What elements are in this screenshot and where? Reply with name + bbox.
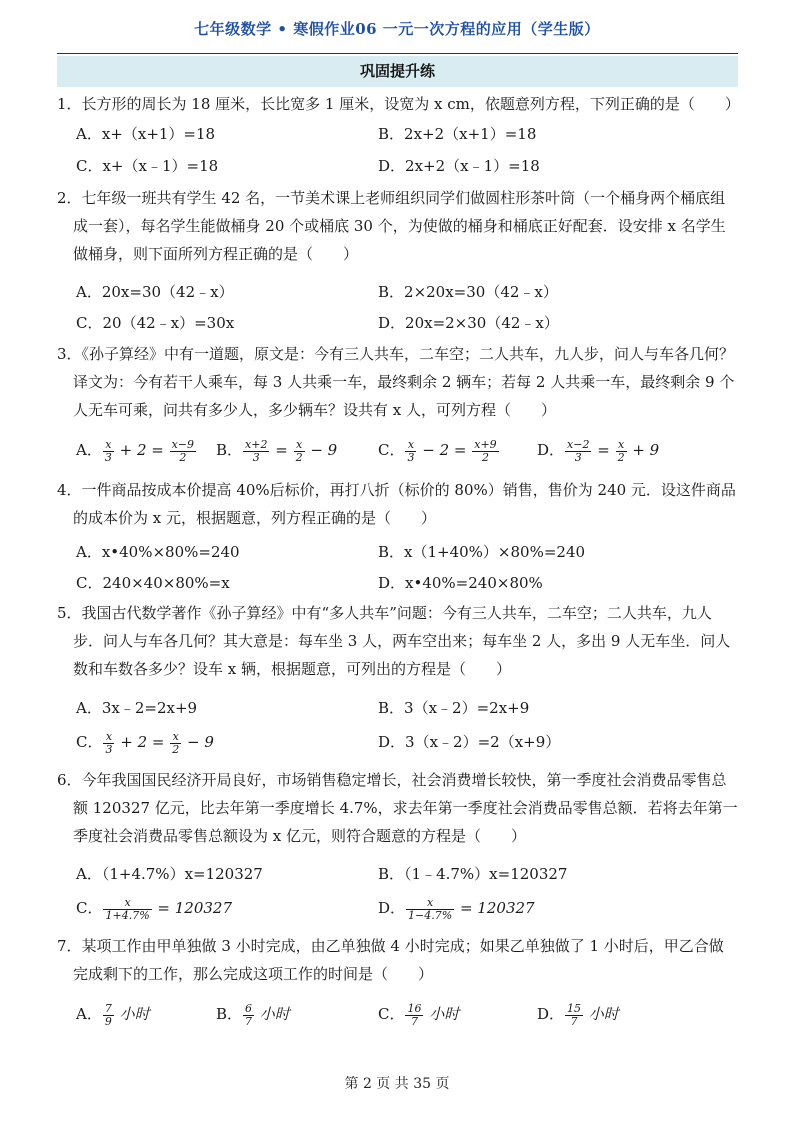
fraction-numerator: 6 <box>245 1001 253 1015</box>
fraction-numerator: x−9 <box>171 437 195 451</box>
option-d <box>378 728 560 756</box>
option-label: A． <box>76 1005 102 1023</box>
option-d <box>378 894 535 922</box>
option-expression: 3（x﹣2）=2（x+9） <box>405 733 561 751</box>
fraction-denominator: 2 <box>179 450 187 464</box>
expression-text: 小时 <box>424 1005 460 1023</box>
expression-text: − 9 <box>305 441 338 459</box>
fraction <box>565 439 591 464</box>
question-text: 7．某项工作由甲单独做 3 小时完成，由乙单独做 4 小时完成；如果乙单独做了 1 小时后，甲乙合做完成剩下的工作，那么完成这项工作的时间是（ ） <box>57 937 724 983</box>
option-expression: 3（x﹣2）=2x+9 <box>404 699 530 717</box>
fraction-numerator: x <box>294 439 305 452</box>
option-a <box>76 1000 150 1028</box>
fraction-denominator: 7 <box>410 1014 418 1028</box>
fraction-denominator: 7 <box>570 1014 578 1028</box>
option-expression: 3x﹣2=2x+9 <box>101 699 198 717</box>
fraction <box>103 439 114 464</box>
fraction-numerator: x <box>103 731 114 744</box>
document-header-title: 七年级数学 • 寒假作业06 一元一次方程的应用（学生版） <box>194 20 600 38</box>
question-text: 1．长方形的周长为 18 厘米，长比宽多 1 厘米，设宽为 x cm，依题意列方程，下列正确的是（ ） <box>57 95 740 113</box>
option-label: C． <box>76 733 103 751</box>
fraction-denominator: 7 <box>245 1014 253 1028</box>
option-c <box>378 436 500 464</box>
fraction-denominator: 2 <box>295 450 303 464</box>
header-divider <box>57 53 738 54</box>
fraction <box>170 731 181 756</box>
option-label: B． <box>216 441 243 459</box>
option-label: C． <box>378 441 405 459</box>
fraction-numerator: x <box>616 439 627 452</box>
expression-text: + 9 <box>627 441 660 459</box>
option-label: D． <box>378 733 406 751</box>
fraction-numerator: x <box>103 439 114 452</box>
page-number: 第 2 页 共 35 页 <box>344 1076 450 1092</box>
option-a: A．x•40%×80%=240 <box>76 543 240 561</box>
expression-text: − 2 = <box>417 441 472 459</box>
option-expression: （1+4.7%）x=120327 <box>101 865 263 883</box>
fraction-numerator: x <box>103 897 151 910</box>
fraction-denominator: 3 <box>407 450 415 464</box>
option-d: D．x•40%=240×80% <box>378 574 543 592</box>
fraction-numerator: x+9 <box>474 437 497 451</box>
option-c <box>378 1000 459 1028</box>
fraction <box>103 1003 114 1028</box>
fraction-denominator: 9 <box>104 1014 112 1028</box>
fraction <box>170 439 196 464</box>
option-d <box>537 1000 619 1028</box>
fraction-denominator: 3 <box>252 450 260 464</box>
option-label: B． <box>378 865 405 883</box>
fraction-numerator: x <box>405 439 416 452</box>
fraction <box>103 897 151 922</box>
fraction-denominator: 2 <box>617 450 625 464</box>
fraction-denominator: 2 <box>481 450 489 464</box>
question-text: 6．今年我国国民经济开局良好，市场销售稳定增长，社会消费增长较快，第一季度社会消费品零售总额 120327 亿元，比去年第一季度增长 4.7%，求去年第一季度社会消费品零售总额．若将去年第一季度社会消费品零售总额设为 x 亿元，则符合题意的方程是（ ） <box>57 771 738 845</box>
fraction-numerator: x <box>406 897 454 910</box>
option-a <box>76 694 197 722</box>
fraction <box>405 1003 423 1028</box>
question-1 <box>57 90 738 118</box>
option-d: D．20x=2×30（42﹣x） <box>378 314 559 332</box>
question-2 <box>57 184 738 268</box>
expression-text: + 2 = <box>114 441 169 459</box>
fraction <box>243 1003 254 1028</box>
fraction-denominator: 2 <box>172 742 180 756</box>
expression-text: = <box>592 441 615 459</box>
question-text: 2．七年级一班共有学生 42 名，一节美术课上老师组织同学们做圆柱形茶叶筒（一个桶身两个桶底组成一套），每名学生能做桶身 20 个或桶底 30 个，为使做的桶身和桶底正好配套．设安排 x 名学生做桶身，则下面所列方程正确的是（ ） <box>57 189 726 263</box>
option-c <box>76 894 232 922</box>
option-label: C． <box>378 1005 405 1023</box>
question-3 <box>57 340 738 424</box>
fraction-denominator: 3 <box>104 450 112 464</box>
fraction-numerator: x−2 <box>567 437 590 451</box>
fraction-denominator: 3 <box>574 450 582 464</box>
fraction-numerator: 15 <box>567 1001 582 1015</box>
fraction <box>616 439 627 464</box>
fraction <box>103 731 114 756</box>
question-text: 3．《孙子算经》中有一道题，原文是：今有三人共车，二车空；二人共车，九人步，问人与车各几何？译文为：今有若干人乘车，每 3 人共乘一车，最终剩余 2 辆车；若每 2 人共乘一车，最终剩余 9 个人无车可乘，问共有多少人，多少辆车？设共有 x 人，可列方程（ ） <box>57 345 735 419</box>
option-c: C．x+（x﹣1）=18 <box>76 157 219 175</box>
option-label: B． <box>216 1005 243 1023</box>
option-b: B．x（1+40%）×80%=240 <box>378 543 586 561</box>
fraction <box>565 1003 583 1028</box>
option-c: C．20（42﹣x）=30x <box>76 314 235 332</box>
expression-text: − 9 <box>182 733 214 751</box>
fraction <box>472 439 498 464</box>
expression-text: = 120327 <box>152 899 233 917</box>
expression-text: 小时 <box>255 1005 290 1023</box>
question-text: 4．一件商品按成本价提高 40%后标价，再打八折（标价的 80%）销售，售价为 240 元．设这件商品的成本价为 x 元，根据题意，列方程正确的是（ ） <box>57 481 736 527</box>
option-label: D． <box>537 441 565 459</box>
option-b: B．2x+2（x+1）=18 <box>378 125 537 143</box>
option-c: C．240×40×80%=x <box>76 574 230 592</box>
fraction <box>243 439 269 464</box>
expression-text: + 2 = <box>115 733 170 751</box>
question-6 <box>57 766 738 850</box>
option-b <box>378 694 529 722</box>
option-a <box>76 860 263 888</box>
option-label: A． <box>76 865 102 883</box>
question-7 <box>57 932 738 988</box>
option-expression: （1﹣4.7%）x=120327 <box>404 865 568 883</box>
fraction-denominator: 1−4.7% <box>408 908 453 922</box>
option-b <box>378 860 567 888</box>
question-5 <box>57 599 738 683</box>
fraction-numerator: x <box>170 731 181 744</box>
expression-text: = <box>270 441 293 459</box>
fraction-denominator: 1+4.7% <box>105 908 150 922</box>
question-text: 5．我国古代数学著作《孙子算经》中有“多人共车”问题：今有三人共车，二车空；二人共车，九人步．问人与车各几何？其大意是：每车坐 3 人，两车空出来；每车坐 2 人，多出 9 人无车坐．问人数和车数各多少？设车 x 辆，根据题意，可列出的方程是（ ） <box>57 604 731 678</box>
option-a: A．20x=30（42﹣x） <box>76 283 234 301</box>
option-b <box>216 436 337 464</box>
fraction-numerator: x+2 <box>245 437 268 451</box>
option-label: B． <box>378 699 405 717</box>
option-a: A．x+（x+1）=18 <box>76 125 216 143</box>
expression-text: = 120327 <box>455 899 535 917</box>
option-label: C． <box>76 899 103 917</box>
question-4 <box>57 476 738 532</box>
fraction <box>406 897 454 922</box>
expression-text: 小时 <box>584 1005 619 1023</box>
option-b: B．2×20x=30（42﹣x） <box>378 283 558 301</box>
fraction-numerator: 16 <box>407 1001 422 1015</box>
section-title: 巩固提升练 <box>57 56 738 87</box>
option-d: D．2x+2（x﹣1）=18 <box>378 157 540 175</box>
option-label: D． <box>537 1005 565 1023</box>
fraction-numerator: 7 <box>104 1001 112 1015</box>
option-b <box>216 1000 290 1028</box>
fraction-denominator: 3 <box>105 742 113 756</box>
fraction <box>405 439 416 464</box>
expression-text: 小时 <box>114 1005 150 1023</box>
option-a <box>76 436 197 464</box>
option-d <box>537 436 659 464</box>
fraction <box>294 439 305 464</box>
option-label: D． <box>378 899 406 917</box>
option-c <box>76 728 214 756</box>
option-label: A． <box>76 441 102 459</box>
option-label: A． <box>76 699 102 717</box>
